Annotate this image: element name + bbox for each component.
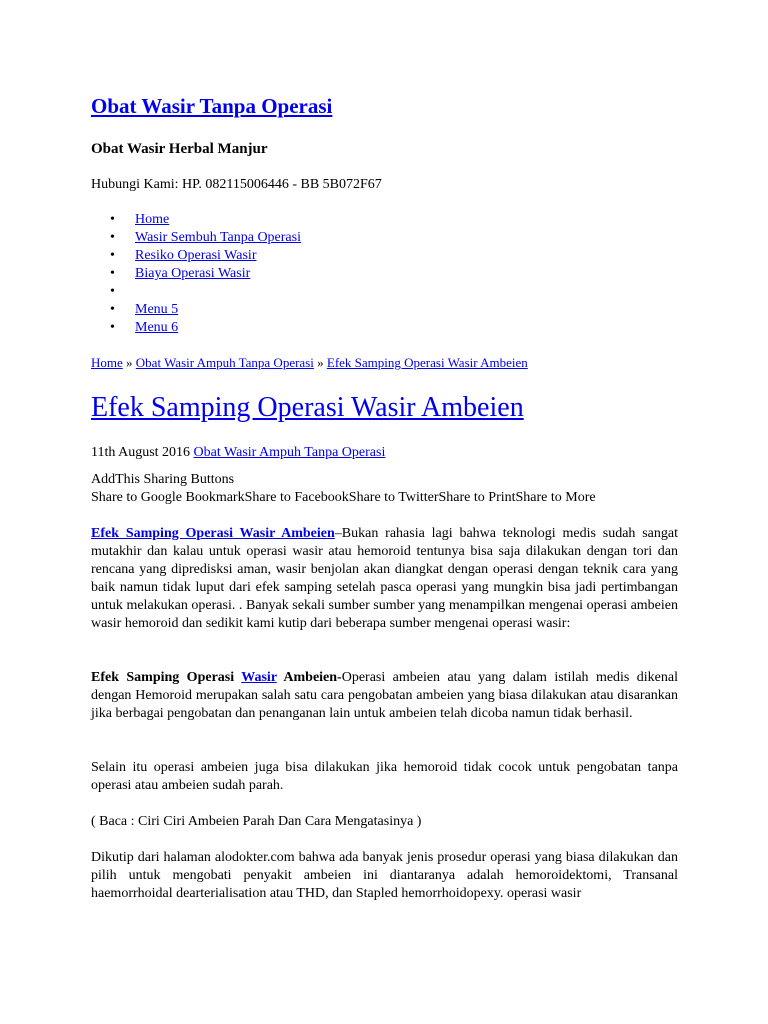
site-title	[91, 92, 332, 120]
menu-item-menu-6	[135, 319, 301, 337]
definition-heading-end: Ambeien-	[276, 670, 342, 685]
menu-link-biaya-operasi[interactable]: Biaya Operasi Wasir	[135, 266, 251, 281]
menu-item-resiko-operasi	[135, 247, 301, 265]
paragraph-read-also: ( Baca : Ciri Ciri Ambeien Parah Dan Cara Mengatasinya )	[91, 814, 422, 829]
main-menu	[91, 211, 301, 337]
post-title-link[interactable]: Efek Samping Operasi Wasir Ambeien	[91, 392, 524, 423]
breadcrumb	[91, 354, 528, 372]
sharing-title: AddThis Sharing Buttons	[91, 472, 235, 487]
menu-link-menu-6[interactable]: Menu 6	[135, 320, 179, 335]
intro-text: –Bukan rahasia lagi bahwa teknologi medis sudah sangat mutakhir dan kalau untuk operasi wasir atau hemoroid tentunya bisa saja dilakukan dengan tori dan rencana yang dipredisksi aman, wasir benjolan akan diangkat dengan operasi dengan teknik cara yang baik namun tidak luput dari efek samping setelah pasca operasi yang mungkin bisa jadi pertimbangan untuk melakukan operasi. . Banyak sekali sumber sumber yang menampilkan mengenai operasi ambeien wasir hemoroid dan sedikit kami kutip dari beberapa sumber mengenai operasi wasir:	[91, 526, 679, 631]
menu-link-menu-5[interactable]: Menu 5	[135, 302, 179, 317]
menu-link-home[interactable]: Home	[135, 212, 170, 227]
breadcrumb-separator: »	[122, 355, 136, 370]
paragraph-definition	[91, 669, 678, 723]
contact-info: Hubungi Kami: HP. 082115006446 - BB 5B072F67	[91, 177, 382, 192]
definition-text: Operasi ambeien atau yang dalam istilah medis dikenal dengan Hemoroid merupakan salah satu cara pengobatan ambeien yang biasa dilakukan atau disarankan jika berbagai pengobatan dan penanganan lain untuk ambeien telah dicoba namun tidak berhasil.	[91, 670, 678, 721]
paragraph-quote: Dikutip dari halaman alodokter.com bahwa ada banyak jenis prosedur operasi yang biasa dilakukan dan pilih untuk mengobati penyakit ambeien ini diantaranya adalah hemoroidektomi, Transanal haemorrhoidal dearterialisation atau THD, dan Stapled hemorrhoidopexy. operasi wasir	[91, 850, 678, 901]
wasir-link[interactable]: Wasir	[241, 670, 277, 685]
paragraph-additional: Selain itu operasi ambeien juga bisa dilakukan jika hemoroid tidak cocok untuk pengobatan tanpa operasi atau ambeien sudah parah.	[91, 760, 678, 793]
menu-item-empty	[135, 283, 301, 301]
breadcrumb-home-link[interactable]: Home	[91, 355, 123, 370]
menu-item-menu-5	[135, 301, 301, 319]
definition-heading-start: Efek Samping Operasi	[91, 670, 242, 685]
intro-keyword-link[interactable]: Efek Samping Operasi Wasir Ambeien	[91, 526, 335, 541]
breadcrumb-separator: »	[313, 355, 327, 370]
site-subtitle: Obat Wasir Herbal Manjur	[91, 141, 268, 157]
menu-link-wasir-sembuh[interactable]: Wasir Sembuh Tanpa Operasi	[135, 230, 301, 245]
menu-link-resiko-operasi[interactable]: Resiko Operasi Wasir	[135, 248, 257, 263]
post-date: 11th August 2016	[91, 445, 191, 460]
breadcrumb-current-link[interactable]: Efek Samping Operasi Wasir Ambeien	[326, 355, 528, 370]
breadcrumb-category-link[interactable]: Obat Wasir Ampuh Tanpa Operasi	[135, 355, 314, 370]
post-meta	[91, 444, 385, 462]
post-category-link[interactable]: Obat Wasir Ampuh Tanpa Operasi	[193, 445, 386, 460]
paragraph-intro	[91, 525, 678, 633]
menu-item-biaya-operasi	[135, 265, 301, 283]
post-title	[91, 389, 524, 427]
sharing-links[interactable]: Share to Google BookmarkShare to FacebookShare to TwitterShare to PrintShare to More	[91, 490, 596, 505]
menu-item-wasir-sembuh	[135, 229, 301, 247]
site-title-link[interactable]: Obat Wasir Tanpa Operasi	[91, 94, 333, 118]
menu-item-home	[135, 211, 301, 229]
